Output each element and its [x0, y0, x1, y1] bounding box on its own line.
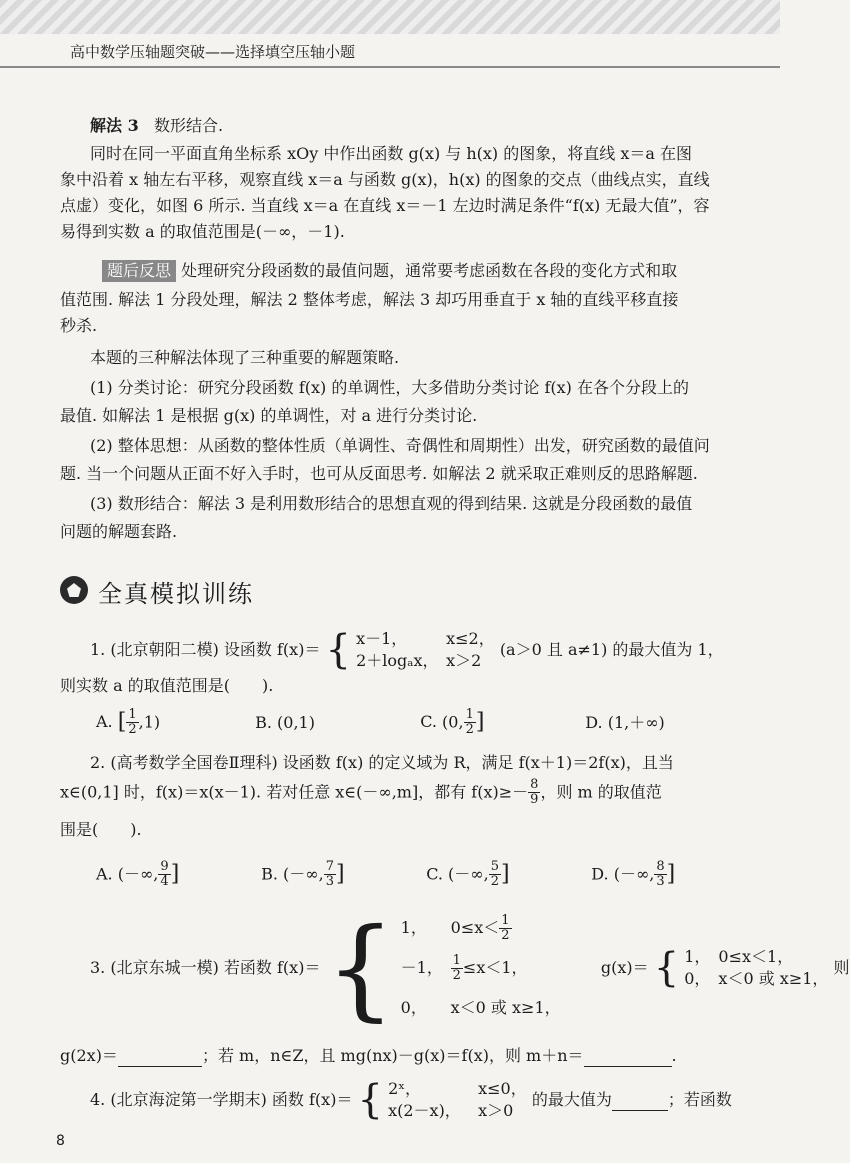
q3-g-prefix: g(x)＝: [600, 958, 649, 977]
q4-case1-expr: 2ˣ，: [388, 1079, 422, 1098]
q4-cases: [388, 1078, 527, 1122]
reflection-line4: 本题的三种解法体现了三种重要的解题策略.: [90, 348, 400, 367]
reflection-line7: (2) 整体思想：从函数的整体性质（单调性、奇偶性和周期性）出发，研究函数的最值问: [90, 436, 710, 455]
q3-f-case1-cond: 0≤x＜: [450, 918, 500, 937]
q2-option-b-den: 3: [325, 874, 334, 889]
page-number: 8: [56, 1133, 65, 1149]
q1-line2: 则实数 a 的取值范围是( ).: [60, 676, 274, 695]
q1-option-a: A. [ $\frac{1}{2}$ ,1): [96, 707, 161, 737]
q2-line2a: x∈(0,1] 时，f(x)＝x(x－1). 若对任意 x∈(－∞,m]，都有 f(x)≥－: [60, 782, 529, 802]
q4-prefix: 4. (北京海淀第一学期末) 函数 f(x)＝: [90, 1090, 353, 1109]
q1-option-d: D. (1,＋∞): [585, 712, 665, 732]
brace-icon: {: [325, 627, 351, 673]
q2-option-a-frac: [158, 860, 170, 889]
q1-cases: [356, 628, 495, 672]
q2-line3: 围是( ).: [60, 820, 142, 839]
q2-option-c: C. (－∞, $\frac{5}{2}$ ]: [426, 859, 510, 889]
q3-f-case1-frac: [499, 914, 511, 943]
q4-line1: [90, 1078, 732, 1128]
q2-line2b: ，则 m 的取值范: [540, 782, 662, 802]
q3-f-case2-frac: [451, 954, 463, 983]
q2-option-a-label: A.: [96, 864, 113, 884]
reflection-line10: 问题的解题套路.: [60, 522, 178, 541]
q1-option-c-den: 2: [465, 722, 474, 737]
q3-line2b: ；若 m，n∈Z，且 mg(nx)－g(x)＝f(x)，则 m＋n＝: [201, 1046, 584, 1065]
q2-bound-frac: [528, 778, 540, 807]
q3-f-case2-cond: ≤x＜1，: [462, 958, 528, 977]
q2-option-c-label: C.: [426, 864, 443, 884]
q3-f-case3: 0，: [400, 998, 427, 1017]
q1-suffix: (a＞0 且 a≠1) 的最大值为 1，: [499, 640, 724, 659]
reflection-tag: 题后反思: [102, 260, 176, 282]
q3-line2a: g(2x)＝: [60, 1046, 118, 1065]
section-heading: [60, 574, 760, 610]
q3-f-case1: 1，: [400, 918, 427, 937]
brace-icon: {: [325, 904, 396, 1032]
reflection-line8: 题. 当一个问题从正面不好入手时，也可从反面思考. 如解法 2 就采取正难则反的思路解题.: [60, 464, 698, 483]
q1-option-c-frac: [464, 708, 476, 737]
method3-line1: 同时在同一平面直角坐标系 xOy 中作出函数 g(x) 与 h(x) 的图象，将直线 x＝a 在图: [90, 144, 692, 163]
q3-after: 则: [833, 958, 850, 977]
q1-option-a-label: A.: [96, 712, 113, 731]
q4-case1-cond: x≤0，: [478, 1079, 527, 1098]
reflection-line6: 最值. 如解法 1 是根据 g(x) 的单调性，对 a 进行分类讨论.: [60, 406, 478, 425]
q3-g-case2: 0， x＜0 或 x≥1，: [684, 969, 829, 988]
q2-option-b-label: B.: [261, 864, 278, 884]
header-stripe: [0, 0, 780, 34]
q1-option-c-label: C.: [420, 712, 437, 731]
q3-line1: [90, 904, 850, 1038]
q1-options: [96, 708, 665, 742]
q3-line2c: .: [671, 1046, 677, 1065]
q1-case2-cond: x＞2: [446, 651, 482, 670]
q1-option-a-rest: ,1): [138, 712, 161, 732]
q2-option-d-num: 8: [656, 859, 665, 874]
method3-line4: 易得到实数 a 的取值范围是(－∞，－1).: [60, 222, 345, 241]
reflection-line2: 值范围. 解法 1 分段处理，解法 2 整体考虑，解法 3 却巧用垂直于 x 轴的直线平移直接: [60, 290, 679, 309]
q2-line1: 2. (高考数学全国卷Ⅱ理科) 设函数 f(x) 的定义域为 R，满足 f(x＋1)＝2f(x)，且当: [90, 753, 674, 772]
q2-bound-den: 9: [530, 792, 539, 807]
q2-option-c-den: 2: [490, 874, 499, 889]
q2-option-b-prefix: (－∞,: [283, 864, 324, 884]
q2-option-c-prefix: (－∞,: [448, 864, 489, 884]
q2-option-b-frac: [324, 860, 336, 889]
q4-suffix: 的最大值为: [531, 1090, 612, 1109]
q2-option-b: B. (－∞, $\frac{7}{3}$ ]: [261, 859, 345, 889]
q3-line2: [60, 1046, 677, 1067]
q3-f-case2-den: 2: [452, 968, 461, 983]
q2-bound-num: 8: [530, 777, 539, 792]
q3-answer-blank-1[interactable]: [118, 1046, 202, 1067]
q4-case2-cond: x＞0: [478, 1101, 514, 1120]
q2-option-d-prefix: (－∞,: [613, 864, 655, 884]
q3-answer-blank-2[interactable]: [584, 1046, 672, 1067]
q3-g-case1: 1， 0≤x＜1，: [684, 947, 794, 966]
q4-answer-blank[interactable]: [612, 1090, 668, 1111]
method3-line2: 象中沿着 x 轴左右平移，观察直线 x＝a 与函数 g(x)，h(x) 的图象的交点（曲线点实，直线: [60, 170, 710, 189]
q2-options: [96, 860, 675, 894]
q1-prefix: 1. (北京朝阳二模) 设函数 f(x)＝: [90, 640, 321, 659]
q1-case1-expr: x－1，: [356, 629, 408, 648]
q3-f-case2-num: 1: [452, 953, 461, 968]
q1-option-a-num: 1: [128, 707, 137, 722]
q2-option-c-frac: [489, 860, 501, 889]
q3-g-cases: [684, 946, 828, 990]
q3-f-cases: [401, 908, 561, 1028]
q2-option-d-den: 3: [656, 874, 665, 889]
q3-f-case2: －1，: [400, 958, 443, 977]
q2-option-c-num: 5: [490, 859, 499, 874]
q1-option-a-den: 2: [128, 722, 137, 737]
q2-option-a-prefix: (－∞,: [117, 864, 159, 884]
reflection-line5: (1) 分类讨论：研究分段函数 f(x) 的单调性，大多借助分类讨论 f(x) 在各个分段上的: [90, 378, 689, 397]
q2-line2: [60, 778, 662, 812]
section-title: 全真模拟训练: [98, 580, 254, 608]
q1-case1-cond: x≤2，: [446, 629, 495, 648]
q3-f-case1-den: 2: [501, 928, 510, 943]
q1-option-b: B. (0,1): [255, 712, 315, 732]
pentagon-badge-icon: [60, 576, 88, 604]
method3-label: 解法 3: [90, 116, 139, 135]
q2-option-d-frac: [654, 860, 666, 889]
q1-line1: [90, 628, 724, 678]
q2-option-a: A. (－∞, $\frac{9}{4}$ ]: [96, 859, 180, 889]
q1-option-a-frac: [126, 708, 138, 737]
q3-f-case1-num: 1: [501, 913, 510, 928]
reflection-line3: 秒杀.: [60, 316, 98, 335]
method3-heading-text: 数形结合.: [153, 116, 224, 135]
brace-icon: {: [357, 1077, 383, 1123]
q4-case2-expr: x(2－x)，: [388, 1101, 461, 1120]
method3-heading: [90, 116, 223, 136]
running-header: [0, 34, 780, 68]
q2-option-d: D. (－∞, $\frac{8}{3}$ ]: [591, 859, 676, 889]
brace-icon: {: [653, 945, 680, 991]
q2-option-b-num: 7: [325, 859, 334, 874]
q4-tail: ；若函数: [667, 1090, 732, 1109]
q2-option-a-den: 4: [160, 874, 169, 889]
q3-f-case3-cond: x＜0 或 x≥1，: [450, 998, 561, 1017]
reflection-line9: (3) 数形结合：解法 3 是利用数形结合的思想直观的得到结果. 这就是分段函数的最值: [90, 494, 693, 513]
reflection-text: 处理研究分段函数的最值问题，通常要考虑函数在各段的变化方式和取: [181, 261, 678, 280]
q1-case2-expr: 2＋logₐx，: [356, 651, 439, 670]
book-title: 高中数学压轴题突破——选择填空压轴小题: [70, 43, 356, 61]
q2-option-d-label: D.: [591, 864, 609, 884]
q3-prefix: 3. (北京东城一模) 若函数 f(x)＝: [90, 958, 321, 977]
q1-option-c-num: 1: [465, 707, 474, 722]
q2-option-a-num: 9: [160, 859, 169, 874]
method3-line3: 点虚）变化，如图 6 所示. 当直线 x＝a 在直线 x＝－1 左边时满足条件“f(x) 无最大值”，容: [60, 196, 710, 215]
reflection-line1: [102, 260, 677, 282]
q1-option-c: C. (0, $\frac{1}{2}$ ]: [420, 707, 485, 737]
